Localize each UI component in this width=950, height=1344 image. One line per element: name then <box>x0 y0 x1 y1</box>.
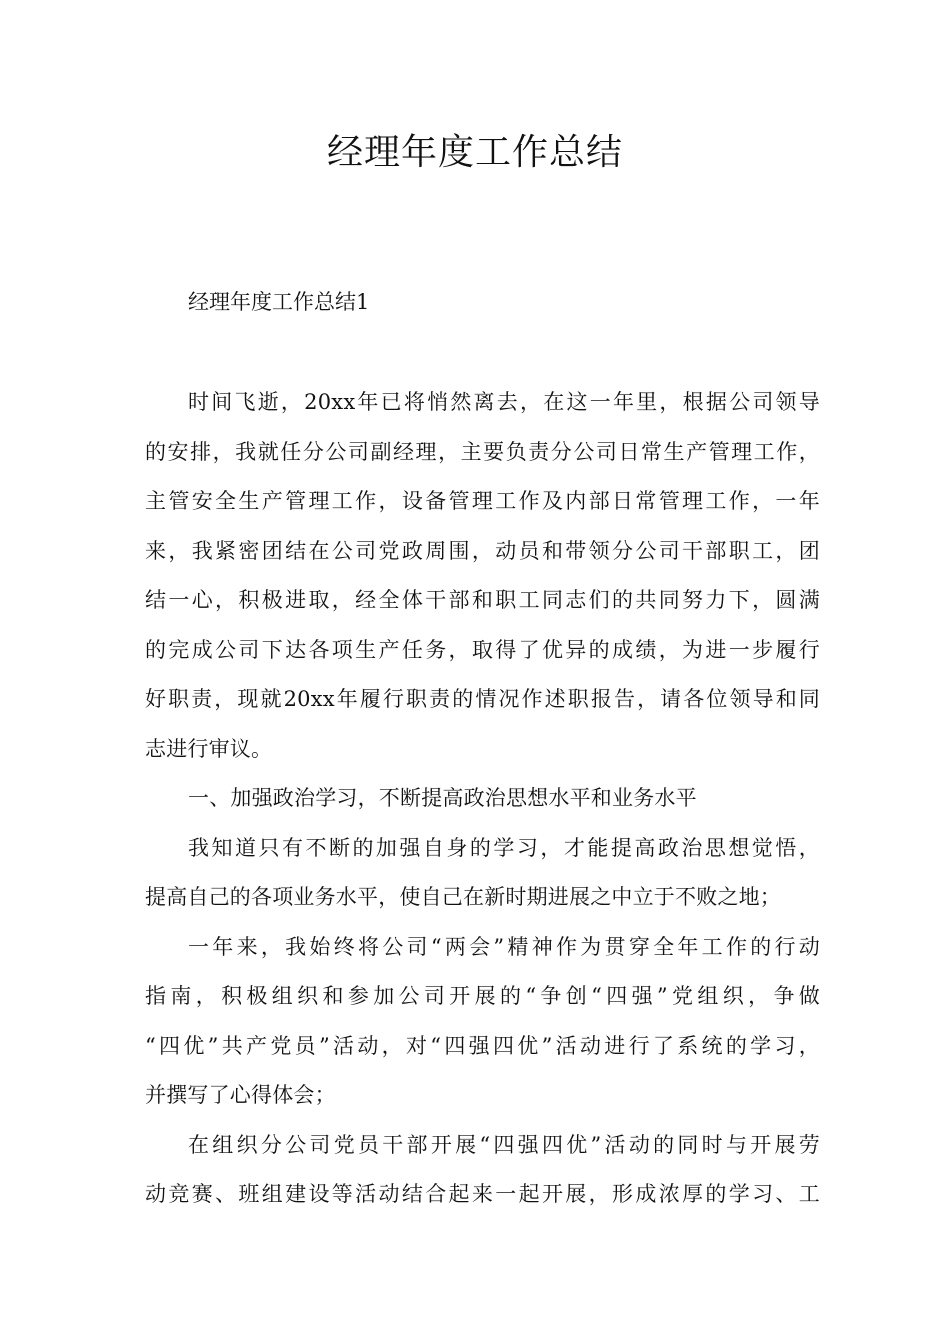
text-line: 时间飞逝，20xx年已将悄然离去，在这一年里，根据公司领导 <box>188 390 820 414</box>
body-paragraph <box>145 923 820 1121</box>
text-line: 提高自己的各项业务水平，使自己在新时期进展之中立于不败之地； <box>145 885 781 909</box>
text-line: 来，我紧密团结在公司党政周围，动员和带领分公司干部职工，团 <box>145 538 820 563</box>
body-subheading <box>145 774 820 824</box>
text-line: 动竞赛、班组建设等活动结合起来一起开展，形成浓厚的学习、工 <box>145 1182 820 1206</box>
text-line: 的完成公司下达各项生产任务，取得了优异的成绩，为进一步履行 <box>145 637 820 662</box>
body-paragraph <box>145 1121 820 1220</box>
body-paragraph <box>145 824 820 923</box>
document-title: 经理年度工作总结 <box>326 132 623 173</box>
text-line: 并撰写了心得体会； <box>145 1083 336 1107</box>
text-line: 志进行审议。 <box>145 736 273 761</box>
section-heading: 经理年度工作总结1 <box>188 290 370 314</box>
body-paragraph <box>145 378 820 774</box>
text-line: “四优”共产党员”活动，对“四强四优”活动进行了系统的学习， <box>145 1033 820 1058</box>
text-line: 在组织分公司党员干部开展“四强四优”活动的同时与开展劳 <box>188 1132 820 1157</box>
text-line: 好职责，现就20xx年履行职责的情况作述职报告，请各位领导和同 <box>145 687 820 711</box>
text-line: 主管安全生产管理工作，设备管理工作及内部日常管理工作，一年 <box>145 489 820 513</box>
text-line: 一年来，我始终将公司“两会”精神作为贯穿全年工作的行动 <box>188 934 820 959</box>
text-line: 一、加强政治学习，不断提高政治思想水平和业务水平 <box>188 786 697 810</box>
text-line: 指南，积极组织和参加公司开展的“争创“四强”党组织，争做 <box>145 984 820 1008</box>
text-line: 结一心，积极进取，经全体干部和职工同志们的共同努力下，圆满 <box>145 588 820 612</box>
text-line: 的安排，我就任分公司副经理，主要负责分公司日常生产管理工作， <box>145 439 820 464</box>
text-line: 我知道只有不断的加强自身的学习，才能提高政治思想觉悟， <box>188 835 820 860</box>
document-body <box>145 378 820 1220</box>
